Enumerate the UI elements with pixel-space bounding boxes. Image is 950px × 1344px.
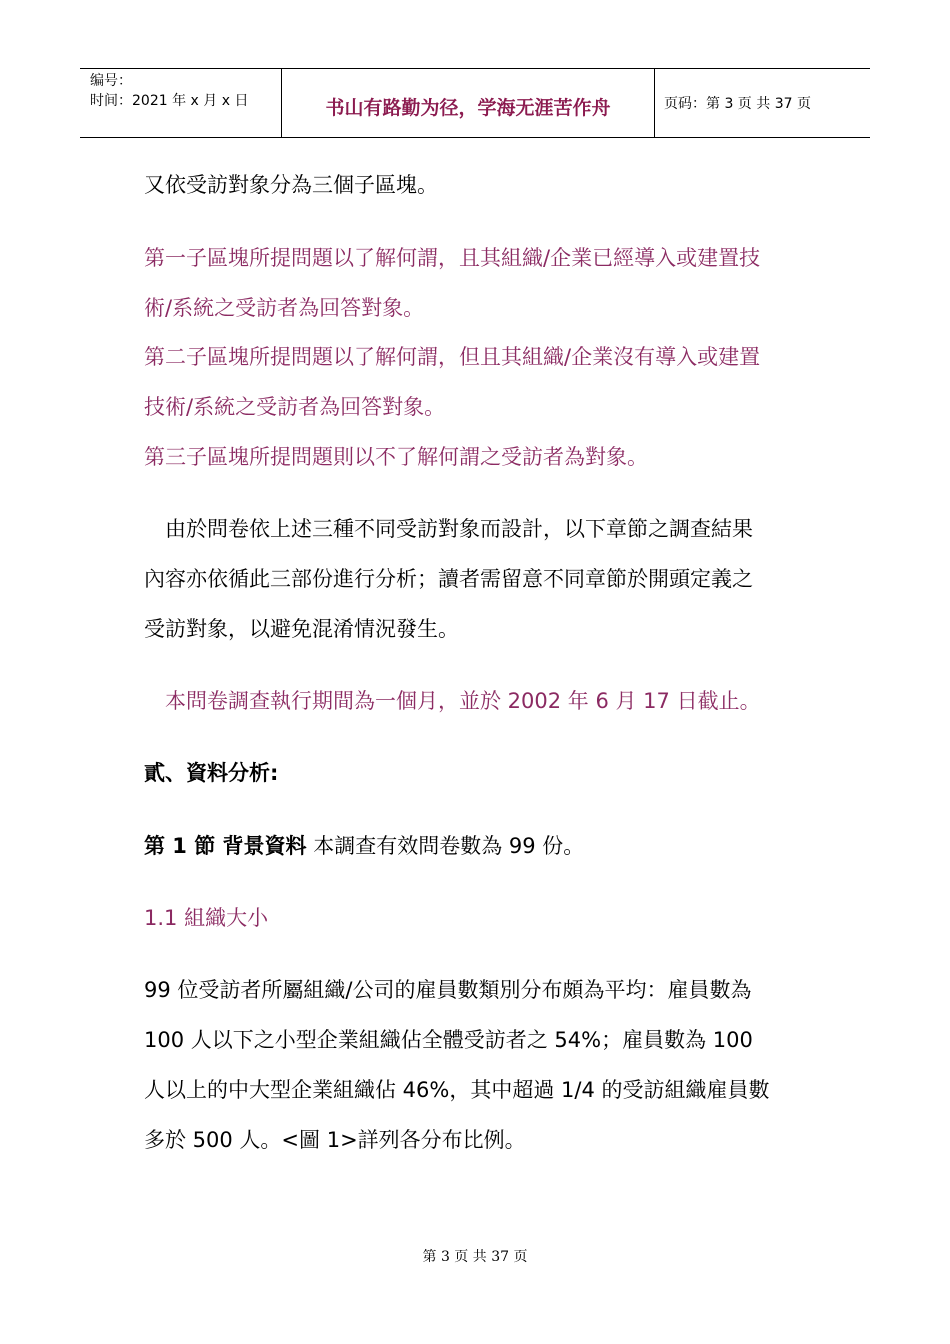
paragraph-subblock-2-line-1: 第二子區塊所提問題以了解何謂，但且其組織/企業沒有導入或建置: [144, 345, 761, 369]
paragraph-org-size-line-2: 100 人以下之小型企業組織佔全體受訪者之 54%；雇員數為 100: [144, 1028, 753, 1052]
paragraph-survey-period: 本問卷調查執行期間為一個月，並於 2002 年 6 月 17 日截止。: [144, 689, 761, 713]
paragraph-design-line-3: 受訪對象，以避免混淆情況發生。: [144, 617, 459, 641]
document-time-label: 时间：2021 年 x 月 x 日: [90, 93, 249, 109]
header-motto-cell: [281, 69, 655, 137]
paragraph-org-size-line-4: 多於 500 人。<圖 1>詳列各分布比例。: [144, 1128, 526, 1152]
paragraph-subblock-3: 第三子區塊所提問題則以不了解何謂之受訪者為對象。: [144, 445, 648, 469]
header-table: [80, 68, 870, 138]
section-heading-data-analysis: 貳、資料分析:: [144, 761, 279, 785]
footer-page-number: 第 3 页 共 37 页: [422, 1249, 528, 1265]
header-info-cell: [80, 69, 280, 137]
paragraph-intro: 又依受訪對象分為三個子區塊。: [144, 173, 438, 197]
header-motto: 书山有路勤为径，学海无涯苦作舟: [325, 97, 611, 119]
header-page-number: 页码：第 3 页 共 37 页: [664, 96, 811, 112]
document-number-label: 编号：: [90, 73, 132, 89]
section-1-line: [144, 831, 584, 861]
paragraph-org-size-line-3: 人以上的中大型企業組織佔 46%，其中超過 1/4 的受訪組織雇員數: [144, 1078, 770, 1102]
section-1-title: 第 1 節 背景資料: [144, 834, 307, 858]
paragraph-org-size-line-1: 99 位受訪者所屬組織/公司的雇員數類別分布頗為平均：雇員數為: [144, 978, 752, 1002]
section-1-text: 本調查有效問卷數為 99 份。: [306, 834, 585, 858]
paragraph-subblock-1-line-2: 術/系統之受訪者為回答對象。: [144, 296, 425, 320]
header-page-cell: [654, 69, 870, 137]
subheading-organization-size: 1.1 組織大小: [144, 906, 269, 930]
paragraph-subblock-1-line-1: 第一子區塊所提問題以了解何謂，且其組織/企業已經導入或建置技: [144, 246, 761, 270]
paragraph-design-line-1: 由於問卷依上述三種不同受訪對象而設計，以下章節之調查結果: [144, 517, 753, 541]
paragraph-subblock-2-line-2: 技術/系統之受訪者為回答對象。: [144, 395, 446, 419]
paragraph-design-line-2: 內容亦依循此三部份進行分析；讀者需留意不同章節於開頭定義之: [144, 567, 753, 591]
